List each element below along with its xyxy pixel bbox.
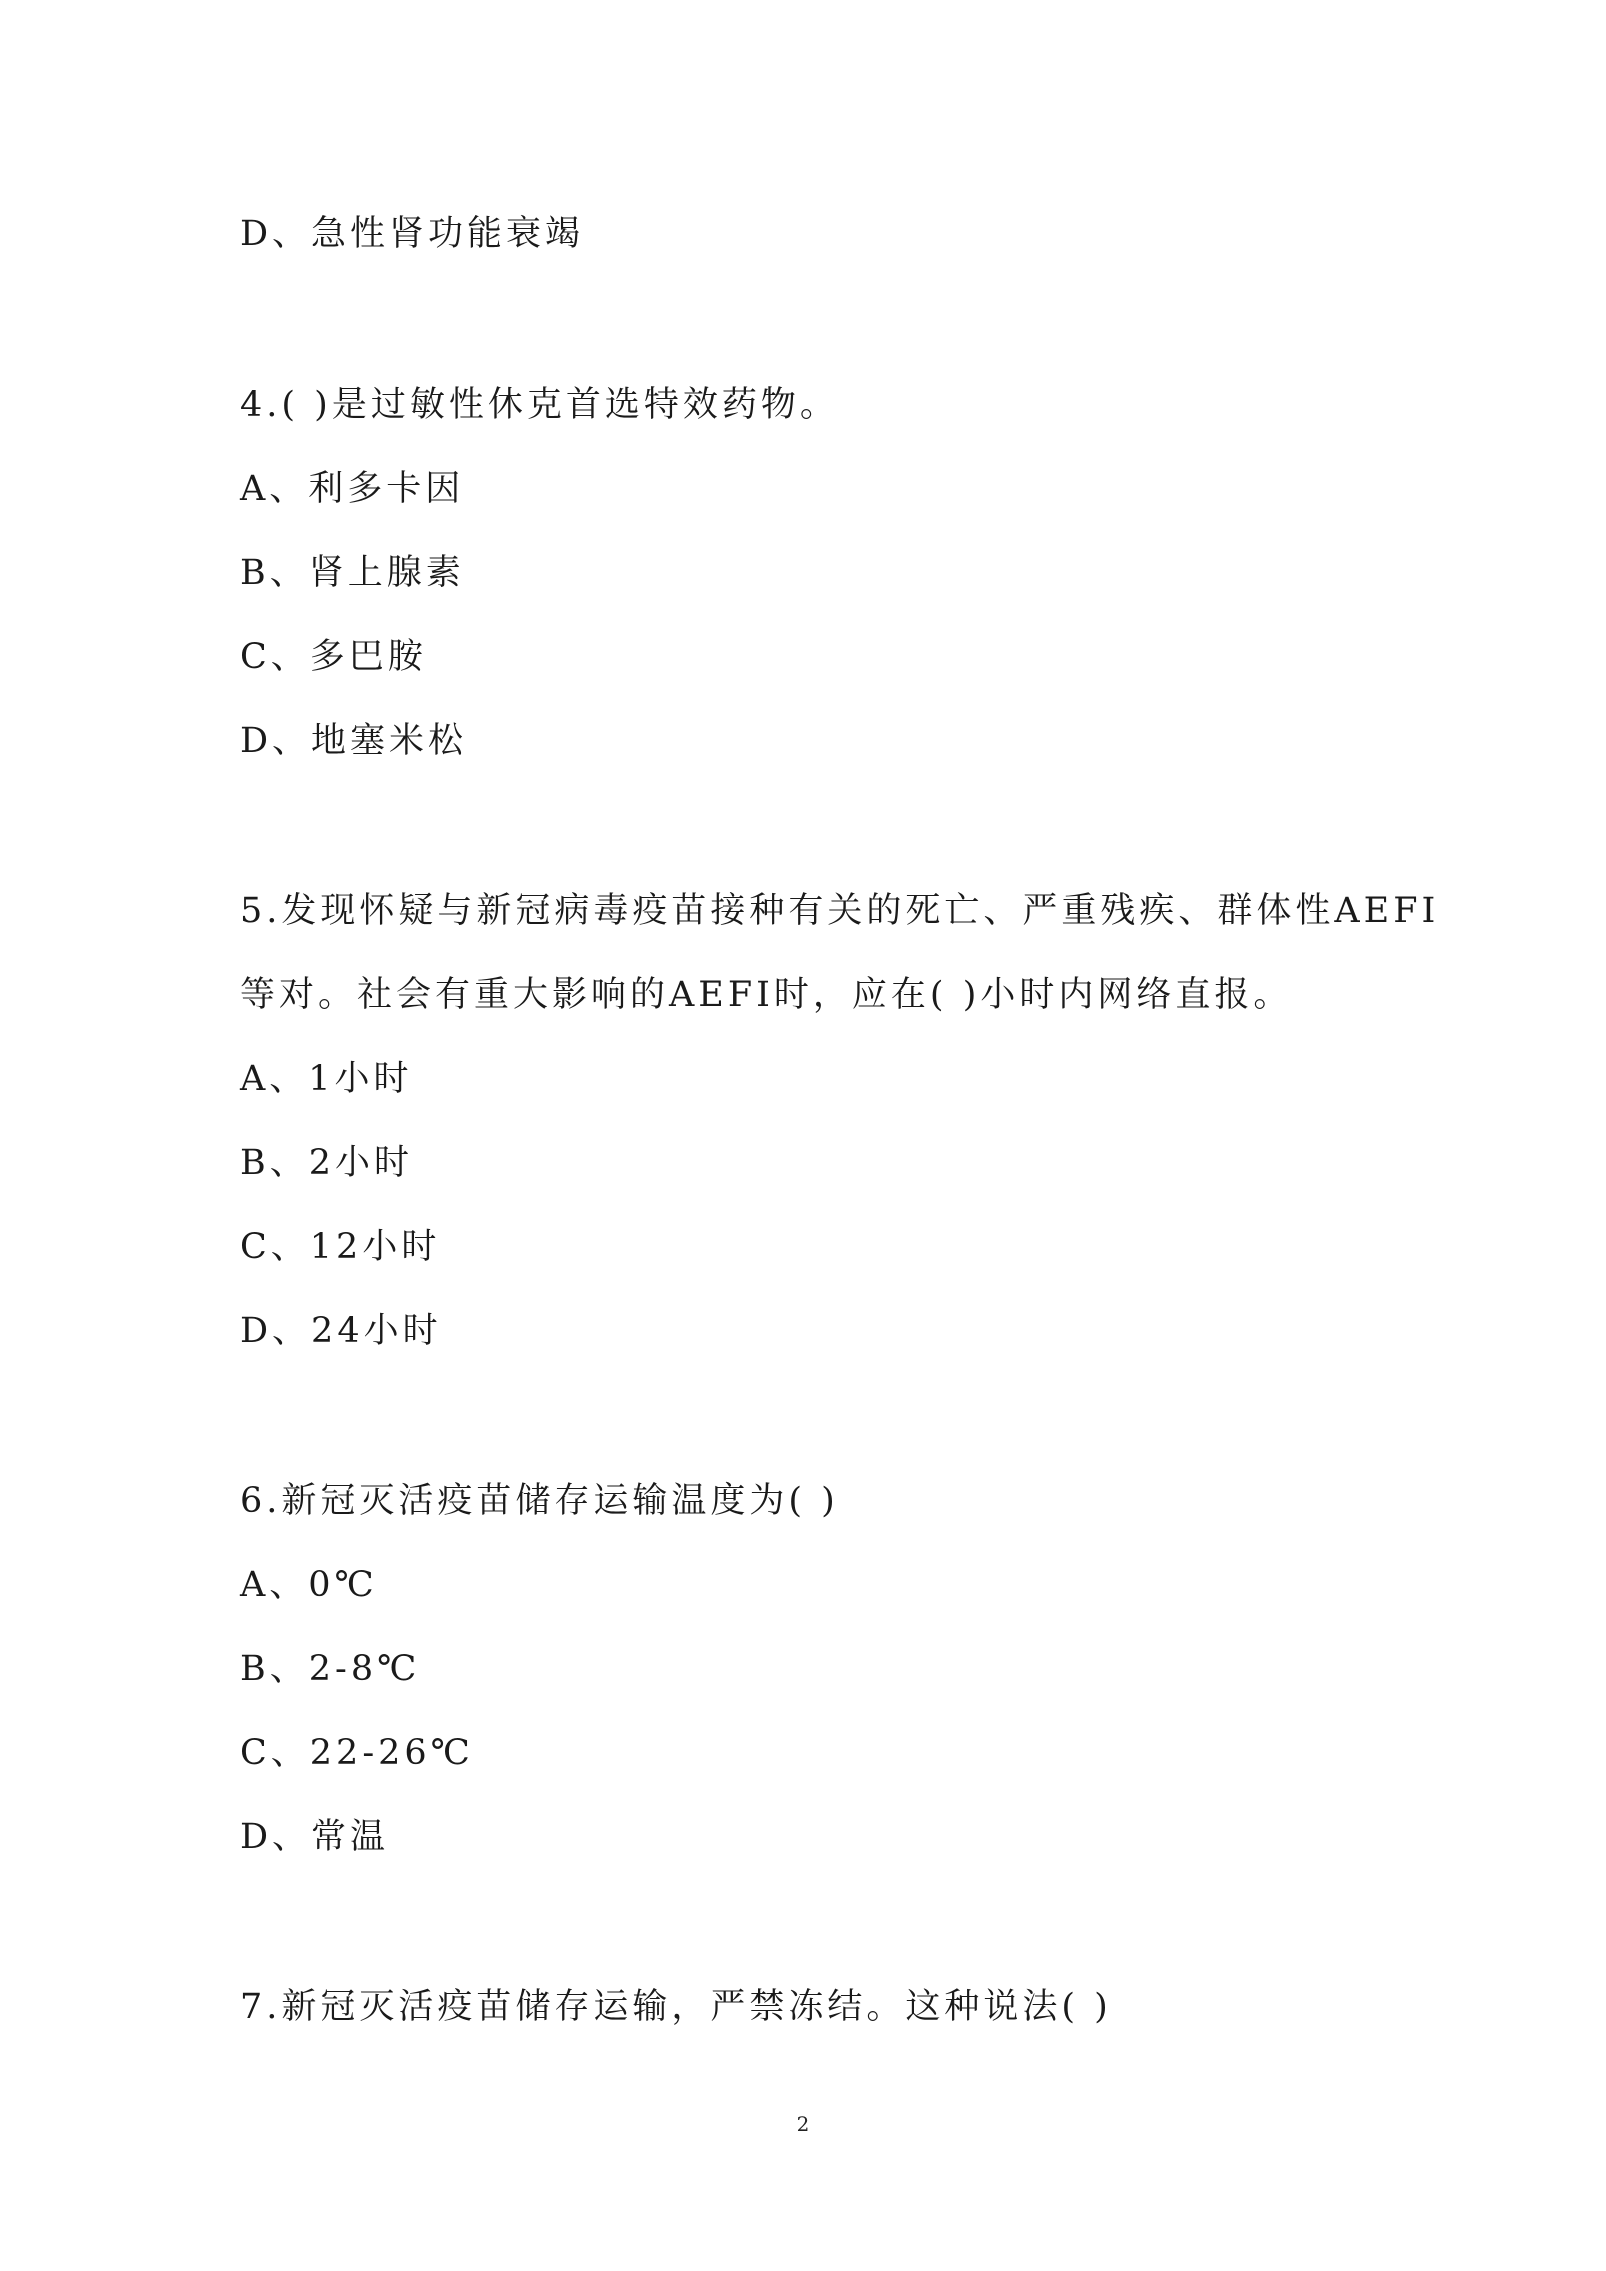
question-6-stem: 6.新冠灭活疫苗储存运输温度为( ) — [240, 1481, 839, 1521]
question-4-option-b: B、肾上腺素 — [240, 553, 465, 593]
question-5-option-b: B、2小时 — [240, 1143, 413, 1183]
question-4-stem: 4.( )是过敏性休克首选特效药物。 — [240, 385, 839, 425]
question-6-option-d: D、常温 — [240, 1817, 390, 1857]
question-5-option-a: A、1小时 — [240, 1059, 413, 1099]
prev-question-option-d: D、急性肾功能衰竭 — [240, 214, 585, 254]
page-number: 2 — [796, 2112, 810, 2136]
question-4-option-a: A、利多卡因 — [240, 469, 465, 509]
question-6-option-c: C、22-26℃ — [240, 1733, 474, 1773]
question-4-option-c: C、多巴胺 — [240, 637, 427, 677]
question-5-option-c: C、12小时 — [240, 1227, 441, 1267]
question-4-option-d: D、地塞米松 — [240, 721, 468, 761]
question-5-stem-line-1: 5.发现怀疑与新冠病毒疫苗接种有关的死亡、严重残疾、群体性AEFI — [240, 891, 1440, 931]
question-6-option-a: A、0℃ — [240, 1565, 378, 1605]
question-5-option-d: D、24小时 — [240, 1311, 442, 1351]
question-6-option-b: B、2-8℃ — [240, 1649, 421, 1689]
question-5-stem-line-2: 等对。社会有重大影响的AEFI时，应在( )小时内网络直报。 — [240, 975, 1293, 1015]
question-7-stem: 7.新冠灭活疫苗储存运输，严禁冻结。这种说法( ) — [240, 1987, 1112, 2027]
